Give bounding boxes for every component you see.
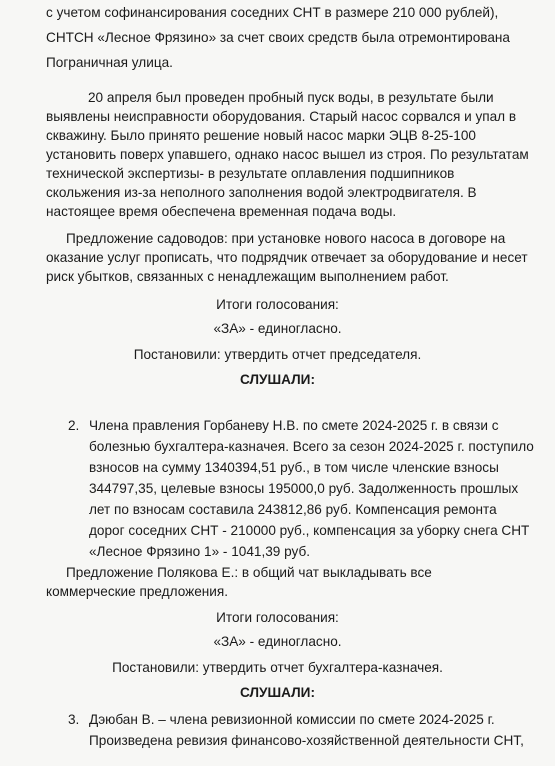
item-number: 2. [68,418,80,433]
pump-paragraph-line: выявлены неисправности оборудования. Старый насос сорвался и упал в [46,109,517,124]
item2-line: Члена правления Горбаневу Н.В. по смете 2024-2025 г. в связи с [89,418,499,433]
item2-line: лет по взносам составила 243812,86 руб. Компенсация ремонта [89,502,497,517]
item2-line: взносов на сумму 1340394,51 руб., в том числе членские взносы [89,460,499,475]
vote-results-title: Итоги голосования: [216,610,339,625]
intro-line: с учетом софинансирования соседних СНТ в размере 210 000 рублей), [46,5,499,20]
heard-heading: СЛУШАЛИ: [240,685,315,700]
pump-paragraph-line: скольжения из-за неполного заполнения водой электродвигателя. В [46,185,477,200]
intro-line: Пограничная улица. [46,55,173,70]
item2-line: дорог соседних СНТ - 210000 руб., компенсация за уборку снега СНТ [89,523,530,538]
proposal-line: Предложение садоводов: при установке нового насоса в договоре на [66,231,506,246]
item2-line: болезнью бухгалтера-казначея. Всего за сезон 2024-2025 г. поступило [89,439,534,454]
proposal-line: Предложение Полякова Е.: в общий чат выкладывать все [66,565,432,580]
item3-line: Произведена ревизия финансово-хозяйственной деятельности СНТ, [89,733,524,748]
pump-paragraph-line: 20 апреля был проведен пробный пуск воды, в результате были [88,90,494,105]
pump-paragraph-line: настоящее время обеспечена временная подача воды. [46,204,397,219]
vote-result: «ЗА» - единогласно. [213,634,342,649]
vote-result: «ЗА» - единогласно. [213,321,342,336]
intro-line: СНТСН «Лесное Фрязино» за счет своих средств была отремонтирована [46,30,510,45]
proposal-line: риск убытков, связанных с ненадлежащим выполнением работ. [46,269,449,284]
item2-line: 344797,35, целевые взносы 195000,0 руб. Задолженность прошлых [89,481,519,496]
item2-line: «Лесное Фрязино 1» - 1041,39 руб. [89,544,311,559]
heard-heading: СЛУШАЛИ: [240,372,315,387]
pump-paragraph-line: технической экспертизы- в результате оплавления подшипников [46,166,455,181]
proposal-line: коммерческие предложения. [46,584,228,599]
pump-paragraph-line: скважину. Было принято решение новый насос марки ЭЦВ 8-25-100 [46,128,476,143]
vote-decision: Постановили: утвердить отчет бухгалтера-казначея. [112,660,443,675]
pump-paragraph-line: установить поверх упавшего, однако насос вышел из строя. По результатам [46,147,529,162]
vote-decision: Постановили: утвердить отчет председателя. [133,347,422,362]
proposal-line: оказание услуг прописать, что подрядчик отвечает за оборудование и несет [46,250,528,265]
item-number: 3. [68,712,80,727]
item3-line: Дэюбан В. – члена ревизионной комиссии по смете 2024-2025 г. [89,712,495,727]
vote-results-title: Итоги голосования: [216,297,339,312]
